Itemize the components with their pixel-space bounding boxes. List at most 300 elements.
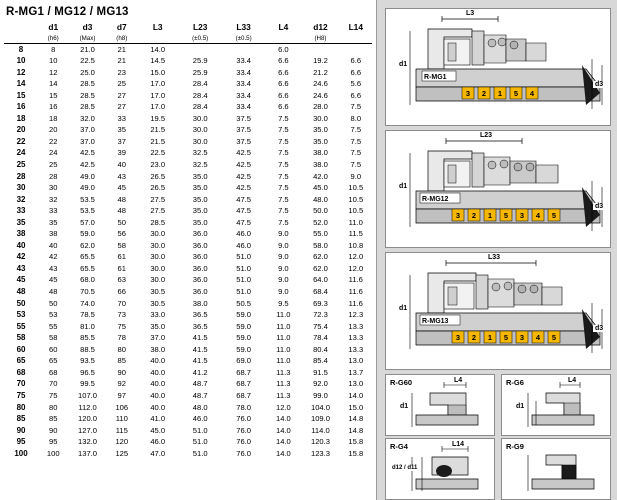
table-cell: 28.4 [192,102,208,112]
table-cell: 33.4 [236,79,252,89]
table-cell: 7.5 [278,113,289,123]
table-row [4,205,372,217]
table-cell: 65.5 [80,263,95,273]
table-cell: 10 [49,56,58,66]
table-cell: 30.0 [192,136,208,146]
table-row [4,332,372,344]
row-size-label: 10 [16,56,26,66]
svg-text:R-MG12: R-MG12 [422,196,449,203]
table-cell: 36.0 [192,240,208,250]
table-row [4,402,372,414]
table-cell: 10.5 [348,194,364,204]
table-cell: 28.5 [80,90,95,100]
table-cell: 53.5 [80,194,95,204]
table-cell: 51.0 [192,448,208,458]
table-cell: 33 [49,206,58,216]
table-cell: 35.0 [313,125,328,135]
row-size-label: 53 [16,310,26,320]
table-cell: 9.0 [350,171,362,181]
table-cell: 13.0 [348,379,364,389]
svg-text:4: 4 [535,211,541,220]
row-size-label: 45 [16,275,26,285]
table-cell: 22.5 [80,56,95,66]
table-cell: 25.9 [192,67,208,77]
table-cell: 28.4 [192,90,208,100]
svg-text:2: 2 [471,333,477,342]
row-size-label: 68 [16,367,26,377]
table-cell: 125 [115,448,129,458]
table-cell: 15.8 [348,448,364,458]
table-cell: 37.0 [80,125,95,135]
table-cell: 53.5 [80,206,95,216]
col-sub-8: (H8) [301,34,339,44]
table-cell: 51.0 [236,263,252,273]
table-cell: 56 [117,229,126,239]
row-size-label: 50 [16,298,26,308]
table-cell: 37.5 [236,125,252,135]
table-row [4,367,372,379]
row-size-label: 18 [16,113,26,123]
table-cell: 19.5 [150,113,166,123]
svg-text:1: 1 [497,89,503,98]
table-cell: 30.5 [150,287,166,297]
table-cell: 10.5 [348,206,364,216]
col-head-9: L14 [348,22,363,32]
table-cell: 50 [49,298,58,308]
svg-text:2: 2 [481,89,487,98]
table-header [4,22,372,43]
col-sub-6: (±0.5) [222,34,265,44]
table-cell: 50 [117,217,126,227]
table-cell: 8 [51,44,56,54]
table-cell: 38.0 [150,344,166,354]
table-cell: 43 [49,263,58,273]
table-row [4,147,372,159]
table-cell: 78.4 [313,333,328,343]
dimensions-table [4,22,372,459]
table-cell: 75 [117,321,126,331]
table-cell: 27.5 [150,206,166,216]
table-cell: 69.0 [236,356,252,366]
col-sub-1: (h6) [38,34,68,44]
table-cell: 7.5 [278,171,289,181]
table-cell: 65 [49,356,58,366]
table-cell: 40.0 [150,390,166,400]
table-cell: 80.4 [313,344,328,354]
table-cell: 33.4 [236,90,252,100]
table-cell: 40.0 [150,356,166,366]
table-cell: 14.0 [275,425,291,435]
table-cell: 88.5 [80,344,95,354]
table-cell: 26.5 [150,171,166,181]
table-cell: 7.5 [278,136,289,146]
svg-text:5: 5 [503,211,509,220]
svg-text:4: 4 [535,333,541,342]
table-cell: 51.0 [236,252,252,262]
table-cell: 25.0 [80,67,95,77]
col-head-3: d7 [116,22,127,32]
table-row [4,286,372,298]
col-head-8: d12 [313,22,328,32]
table-cell: 14.8 [348,414,364,424]
diagram-r-g60-dim-left: d1 [400,403,409,410]
table-cell: 38.0 [313,160,328,170]
diagram-r-mg12 [385,130,611,248]
table-cell: 120.3 [310,437,330,447]
table-row [4,171,372,183]
table-cell: 17.0 [150,102,166,112]
table-cell: 62.0 [313,252,328,262]
diagram-r-mg13-dim-top: L33 [488,254,501,261]
header-row-main [4,22,372,34]
table-cell: 114.0 [311,425,330,435]
row-size-label: 12 [16,67,26,77]
table-cell: 48.7 [192,379,208,389]
table-cell: 81.0 [80,321,95,331]
row-size-label: 43 [16,263,26,273]
table-cell: 96.5 [80,367,95,377]
col-sub-3: (h8) [107,34,137,44]
table-cell: 59.0 [236,310,252,320]
table-cell: 15.8 [348,437,364,447]
table-cell: 7.5 [278,160,289,170]
svg-text:5: 5 [503,333,509,342]
diagram-r-g60 [385,374,495,436]
table-cell: 7.5 [350,148,362,158]
table-cell: 27 [117,102,126,112]
row-size-label: 48 [16,287,26,297]
col-sub-9 [340,34,372,44]
table-row [4,274,372,286]
row-size-label: 95 [16,437,26,447]
table-cell: 6.0 [278,44,289,54]
table-cell: 61 [117,263,126,273]
row-size-label: 75 [16,390,26,400]
table-cell: 63 [117,275,126,285]
table-cell: 6.6 [278,102,289,112]
table-row [4,390,372,402]
table-row [4,113,372,125]
row-size-label: 65 [16,356,26,366]
table-cell: 50.5 [236,298,252,308]
table-row [4,413,372,425]
diagram-r-g6-dim-top: L4 [568,377,577,384]
table-cell: 21.5 [150,136,166,146]
table-cell: 85.5 [80,333,95,343]
diagram-r-mg12-dim-right: d3 [595,203,604,210]
table-cell: 11.5 [348,229,363,239]
table-cell: 85.4 [313,356,328,366]
table-cell: 48.0 [192,402,208,412]
diagram-r-mg1 [385,8,611,126]
table-cell: 35 [49,217,58,227]
table-cell: 25 [117,79,126,89]
table-row [4,55,372,67]
table-cell: 85 [117,356,126,366]
diagram-r-g60-label: R-G60 [390,378,413,387]
table-cell: 59.0 [80,229,95,239]
diagram-r-g6 [501,374,611,436]
table-cell: 112.0 [78,402,97,412]
table-cell: 28.5 [80,79,95,89]
table-cell: 58 [117,240,126,250]
table-cell: 73 [117,310,126,320]
table-cell: 9.0 [278,287,289,297]
table-cell: 13.0 [348,356,364,366]
row-size-label: 25 [16,160,26,170]
table-cell: 85 [49,414,58,424]
table-cell: 70 [117,298,126,308]
diagram-r-mg1-dim-top: L3 [466,10,475,17]
table-cell: 45 [117,183,126,193]
page-title: R-MG1 / MG12 / MG13 [6,6,129,18]
table-cell: 30.0 [192,125,208,135]
table-cell: 9.0 [278,252,289,262]
table-cell: 12.0 [275,402,291,412]
table-cell: 47.5 [236,217,252,227]
svg-text:2: 2 [471,211,477,220]
diagram-r-mg12-dim-left: d1 [399,183,408,190]
table-cell: 68.7 [236,390,252,400]
table-cell: 35.0 [150,321,166,331]
table-cell: 64.0 [313,275,328,285]
table-row [4,136,372,148]
table-row [4,298,372,310]
table-cell: 11.0 [348,217,363,227]
table-cell: 68.7 [236,379,252,389]
table-cell: 132.0 [78,437,98,447]
table-cell: 42.0 [313,171,328,181]
table-cell: 41.5 [192,356,208,366]
table-cell: 47.5 [236,206,252,216]
diagram-r-mg12-graphic [386,131,608,245]
table-cell: 74.0 [80,298,95,308]
table-cell: 70 [49,379,58,389]
table-cell: 76.0 [236,448,252,458]
table-cell: 9.0 [278,263,289,273]
table-cell: 43 [117,171,126,181]
table-cell: 46.0 [192,414,208,424]
table-cell: 33.4 [236,67,252,77]
col-head-4: L3 [152,22,163,32]
table-cell: 7.5 [350,160,362,170]
diagram-r-mg1-dim-right: d3 [595,81,604,88]
table-cell: 92 [117,379,126,389]
table-cell: 7.5 [350,136,362,146]
table-cell: 33.4 [236,102,252,112]
diagram-r-mg13-dim-right: d3 [595,325,604,332]
table-cell: 49.0 [80,183,95,193]
table-cell: 48.0 [313,194,328,204]
table-cell: 37 [117,136,126,146]
table-cell: 20 [49,125,58,135]
table-cell: 76.0 [236,425,252,435]
table-cell: 61 [117,252,126,262]
svg-text:3: 3 [455,211,461,220]
table-cell: 72.3 [313,310,328,320]
table-cell: 36.5 [192,321,208,331]
table-cell: 35 [117,125,126,135]
row-size-label: 70 [16,379,26,389]
col-sub-7 [265,34,301,44]
table-cell: 7.5 [350,102,362,112]
diagram-r-mg12-dim-top: L23 [480,132,493,139]
table-cell: 15 [49,90,58,100]
table-cell: 30.0 [150,229,166,239]
row-size-label: 42 [16,252,26,262]
table-cell: 21.5 [150,125,166,135]
table-cell: 30.0 [150,252,166,262]
table-cell: 47.5 [236,194,252,204]
table-cell: 11.6 [348,275,363,285]
table-cell: 30.0 [150,275,166,285]
table-cell: 68.0 [80,275,95,285]
table-cell: 40.0 [150,367,166,377]
col-sub-2: (Max) [68,34,106,44]
table-cell: 11.0 [276,333,291,343]
table-cell: 7.5 [278,183,289,193]
table-cell: 66 [117,287,126,297]
table-row [4,182,372,194]
table-cell: 35.0 [313,136,328,146]
table-cell [340,43,372,55]
table-cell: 28.5 [150,217,166,227]
table-cell: 45.0 [313,183,328,193]
table-cell: 35.0 [192,183,208,193]
table-cell: 13.3 [348,321,364,331]
table-cell: 100 [46,448,60,458]
table-cell: 24.6 [313,90,328,100]
table-cell: 48 [117,194,126,204]
row-size-label: 58 [16,333,26,343]
table-cell: 51.0 [192,425,208,435]
diagram-r-g4-dim-top: L14 [452,441,465,448]
svg-text:1: 1 [487,211,493,220]
table-cell: 123.3 [310,448,330,458]
col-head-1: d1 [48,22,59,32]
table-cell: 58.0 [313,240,328,250]
table-cell: 37.0 [80,136,95,146]
table-cell: 11.3 [276,367,291,377]
table-cell: 78 [117,333,126,343]
table-cell [301,43,339,55]
table-cell: 22.5 [150,148,166,158]
table-cell: 12.0 [348,252,364,262]
table-cell: 35.0 [192,194,208,204]
table-cell: 75 [49,390,58,400]
table-cell: 14.0 [275,437,291,447]
col-sub-5: (±0.5) [178,34,221,44]
table-cell: 11.0 [276,310,291,320]
table-cell: 14.0 [348,390,364,400]
table-cell: 42 [49,252,58,262]
table-cell: 42.5 [80,160,95,170]
table-cell: 6.6 [278,90,289,100]
table-cell: 59.0 [236,333,252,343]
diagram-r-g6-label: R-G6 [506,378,524,387]
diagram-r-g4 [385,438,495,500]
table-row [4,344,372,356]
table-cell: 6.6 [350,56,362,66]
table-cell: 110 [115,414,128,424]
table-cell: 6.6 [278,56,289,66]
table-cell: 69.3 [313,298,328,308]
table-cell: 41.0 [150,414,166,424]
table-cell: 14.0 [275,414,291,424]
table-cell: 59.0 [236,321,252,331]
table-cell: 21.2 [313,67,328,77]
table-cell: 49.0 [80,171,95,181]
table-cell: 7.5 [278,194,289,204]
table-cell: 93.5 [80,356,95,366]
table-cell: 30.0 [150,240,166,250]
table-cell: 33.4 [236,56,252,66]
table-cell: 65.5 [80,252,95,262]
table-cell: 32.0 [80,113,95,123]
table-cell: 11.0 [276,321,291,331]
table-cell: 24 [49,148,58,158]
table-cell: 90 [117,367,126,377]
table-cell: 50.0 [313,206,328,216]
table-cell: 14 [49,79,58,89]
table-cell: 48.7 [192,390,208,400]
table-cell: 7.5 [278,217,289,227]
table-cell: 19.2 [313,56,328,66]
svg-text:3: 3 [465,89,471,98]
table-cell: 80 [49,402,58,412]
table-row [4,217,372,229]
table-cell: 35.0 [192,206,208,216]
table-cell: 12.0 [348,263,364,273]
table-row [4,43,372,55]
table-cell: 115 [115,425,128,435]
table-cell: 14.5 [150,56,166,66]
table-cell: 52.0 [313,217,328,227]
table-cell: 36.5 [192,310,208,320]
row-size-label: 30 [16,183,26,193]
table-cell: 9.0 [278,275,289,285]
row-size-label: 35 [16,217,26,227]
table-cell: 51.0 [236,275,252,285]
table-cell: 47.0 [150,448,166,458]
table-cell: 32 [49,194,58,204]
table-cell: 40.0 [150,379,166,389]
table-cell: 46.0 [236,240,252,250]
table-cell: 23 [117,67,126,77]
table-row [4,355,372,367]
svg-text:3: 3 [519,211,525,220]
row-size-label: 22 [16,136,26,146]
table-cell [178,43,221,55]
row-size-label: 14 [16,79,26,89]
table-cell: 6.6 [350,90,362,100]
col-head-5: L23 [192,22,208,32]
table-cell: 35.0 [192,171,208,181]
diagram-r-g4-dim-left: d12 / d11 [392,465,418,471]
row-size-label: 32 [16,194,26,204]
diagram-r-mg13-graphic [386,253,608,367]
row-size-label: 20 [16,125,26,135]
table-cell: 36.0 [192,229,208,239]
table-row [4,124,372,136]
table-row [4,90,372,102]
table-cell: 11.0 [276,356,291,366]
table-cell: 46.0 [150,437,166,447]
table-cell: 51.0 [236,287,252,297]
table-cell: 8.0 [350,113,362,123]
table-cell: 39 [117,148,126,158]
table-cell: 23.0 [150,160,166,170]
